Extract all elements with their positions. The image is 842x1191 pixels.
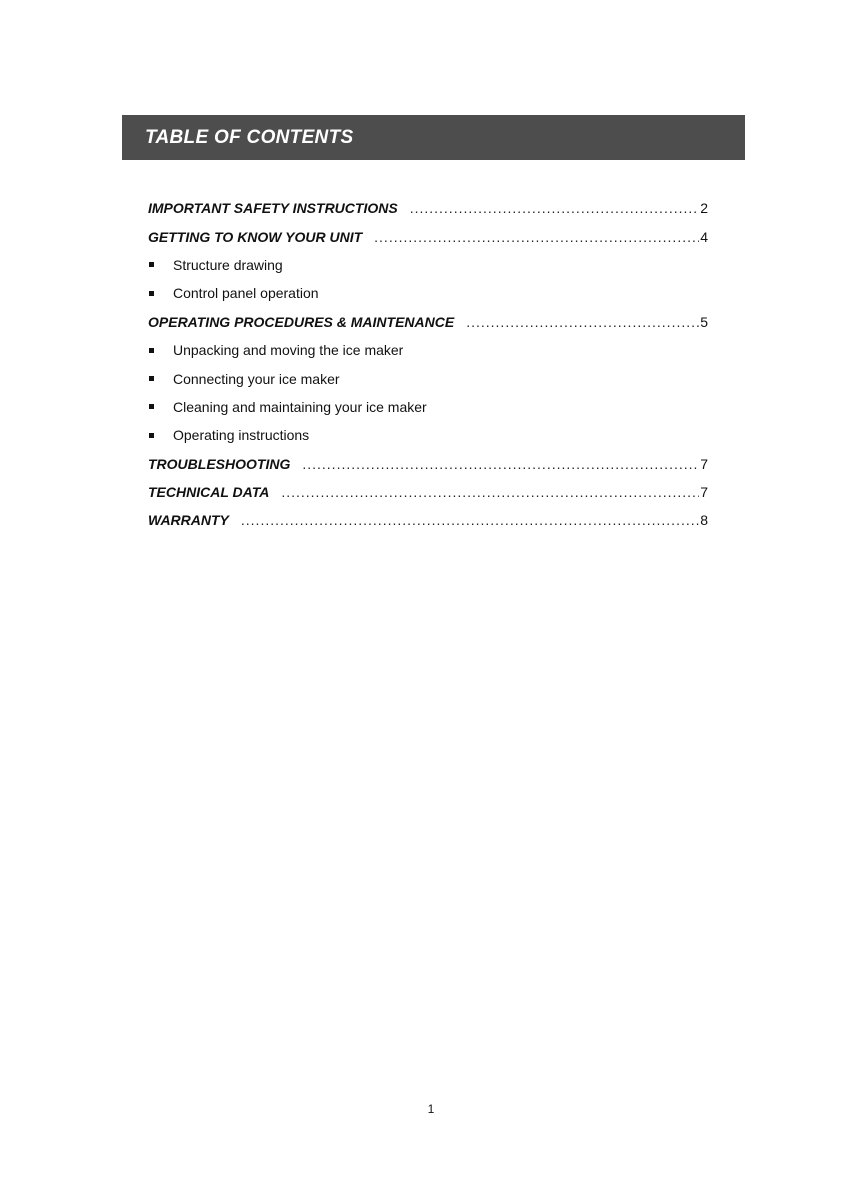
toc-entry-label: WARRANTY [148, 512, 229, 529]
toc-entry-page: 7 [700, 484, 708, 501]
toc-entry-page: 2 [700, 200, 708, 217]
toc-dot-leader [281, 484, 699, 500]
bullet-icon [149, 348, 154, 353]
toc-subentry-cleaning[interactable] [148, 393, 708, 421]
toc-entry-page: 5 [700, 313, 708, 330]
toc-subentry-unpacking[interactable] [148, 336, 708, 364]
toc-entry-warranty[interactable] [148, 506, 708, 534]
toc-entry-label: TECHNICAL DATA [148, 484, 270, 501]
bullet-icon [149, 404, 154, 409]
page-number: 1 [427, 1102, 435, 1116]
toc-entry-troubleshooting[interactable] [148, 450, 708, 478]
toc-entry-safety-instructions[interactable] [148, 194, 708, 222]
toc-subentry-label: Connecting your ice maker [173, 370, 340, 387]
toc-entry-label: IMPORTANT SAFETY INSTRUCTIONS [148, 200, 398, 217]
toc-dot-leader [302, 456, 699, 472]
toc-subentry-connecting[interactable] [148, 364, 708, 392]
toc-entry-page: 8 [700, 512, 708, 529]
toc-subentry-label: Structure drawing [173, 256, 283, 273]
toc-subentry-label: Unpacking and moving the ice maker [173, 342, 404, 359]
toc-header-bar [122, 115, 745, 160]
toc-subentry-label: Control panel operation [173, 285, 319, 302]
toc-dot-leader [241, 512, 699, 528]
toc-dot-leader [410, 200, 700, 216]
toc-entry-page: 4 [700, 228, 708, 245]
toc-entry-label: GETTING TO KNOW YOUR UNIT [148, 228, 363, 245]
table-of-contents [148, 194, 708, 535]
toc-subentry-label: Cleaning and maintaining your ice maker [173, 398, 427, 415]
toc-dot-leader [374, 229, 699, 245]
bullet-icon [149, 262, 154, 267]
toc-entry-technical-data[interactable] [148, 478, 708, 506]
toc-subentry-operating-instructions[interactable] [148, 421, 708, 449]
toc-entry-label: TROUBLESHOOTING [148, 455, 291, 472]
bullet-icon [149, 433, 154, 438]
toc-entry-getting-to-know[interactable] [148, 222, 708, 250]
toc-subentry-structure-drawing[interactable] [148, 251, 708, 279]
bullet-icon [149, 376, 154, 381]
toc-dot-leader [466, 314, 699, 330]
toc-entry-label: OPERATING PROCEDURES & MAINTENANCE [148, 313, 455, 330]
toc-entry-page: 7 [700, 455, 708, 472]
bullet-icon [149, 291, 154, 296]
toc-entry-operating-procedures[interactable] [148, 308, 708, 336]
toc-subentry-label: Operating instructions [173, 427, 310, 444]
page-title: TABLE OF CONTENTS [145, 126, 354, 148]
toc-subentry-control-panel[interactable] [148, 279, 708, 307]
